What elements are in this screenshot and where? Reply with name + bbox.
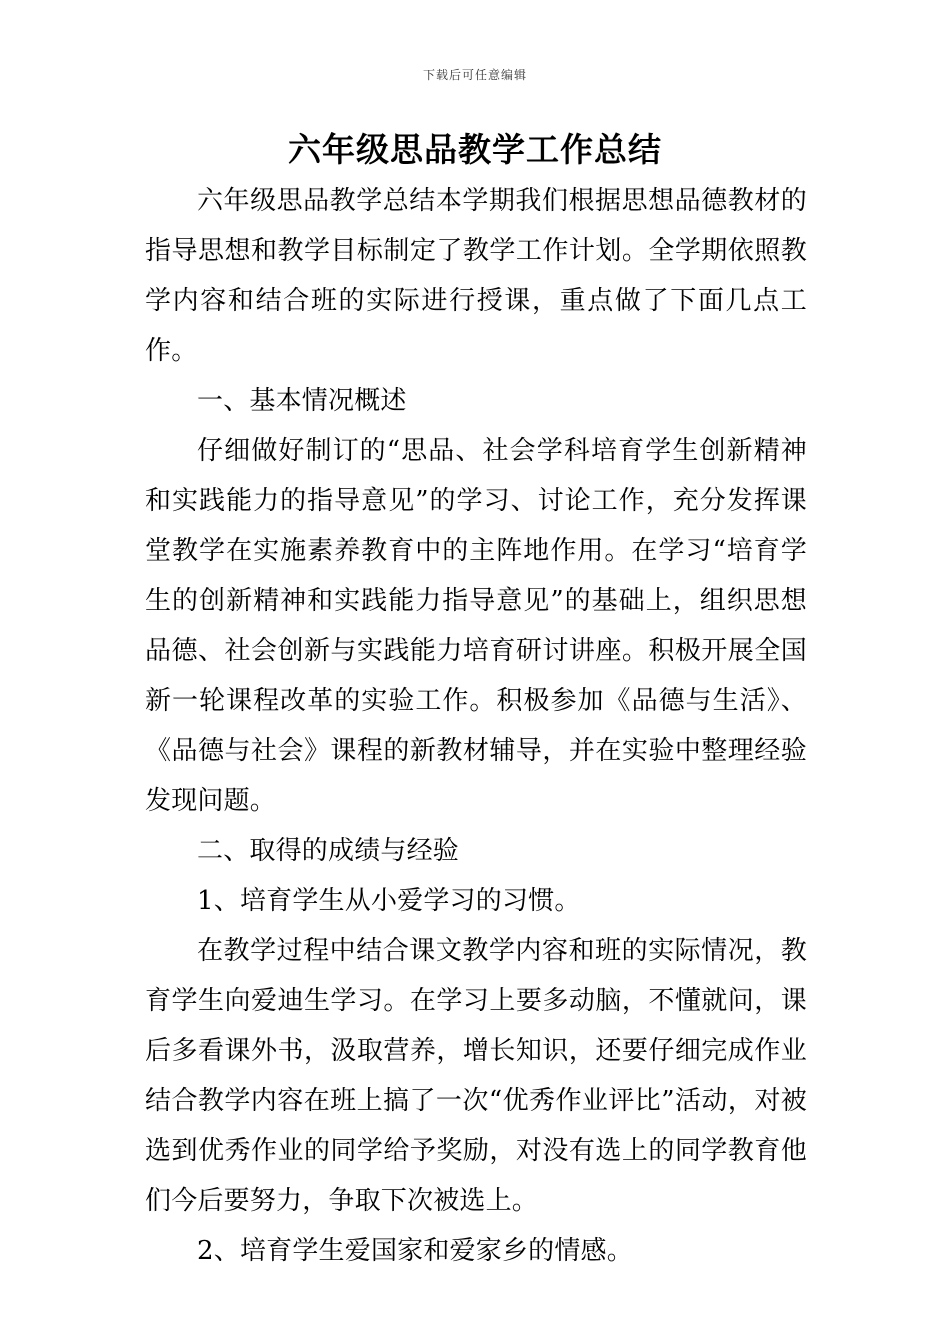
section-heading-overview: 一、基本情况概述 (197, 386, 407, 416)
document-body (145, 176, 807, 1276)
subheading-study-habits: 1、培育学生从小爱学习的习惯。 (197, 886, 581, 916)
paragraph-study-habits: 在教学过程中结合课文教学内容和班的实际情况，教育学生向爱迪生学习。在学习上要多动脑，不懂就问，课后多看课外书，汲取营养，增长知识，还要仔细完成作业结合教学内容在班上搞了一次“优秀作业评比”活动，对被选到优秀作业的同学给予奖励，对没有选上的同学教育他们今后要努力，争取下次被选上。 (145, 936, 807, 1216)
paragraph-intro: 六年级思品教学总结本学期我们根据思想品德教材的指导思想和教学目标制定了教学工作计划。全学期依照教学内容和结合班的实际进行授课，重点做了下面几点工作。 (145, 186, 807, 366)
subheading-patriotism: 2、培育学生爱国家和爱家乡的情感。 (197, 1236, 633, 1266)
paragraph-overview: 仔细做好制订的“思品、社会学科培育学生创新精神和实践能力的指导意见”的学习、讨论工作，充分发挥课堂教学在实施素养教育中的主阵地作用。在学习“培育学生的创新精神和实践能力指导意见”的基础上，组织思想品德、社会创新与实践能力培育研讨讲座。积极开展全国新一轮课程改革的实验工作。积极参加《品德与生活》、《品德与社会》课程的新教材辅导，并在实验中整理经验发现问题。 (145, 436, 807, 816)
header-note: 下载后可任意编辑 (422, 68, 527, 82)
section-heading-achievements: 二、取得的成绩与经验 (197, 836, 460, 866)
document-title: 六年级思品教学工作总结 (288, 130, 662, 169)
